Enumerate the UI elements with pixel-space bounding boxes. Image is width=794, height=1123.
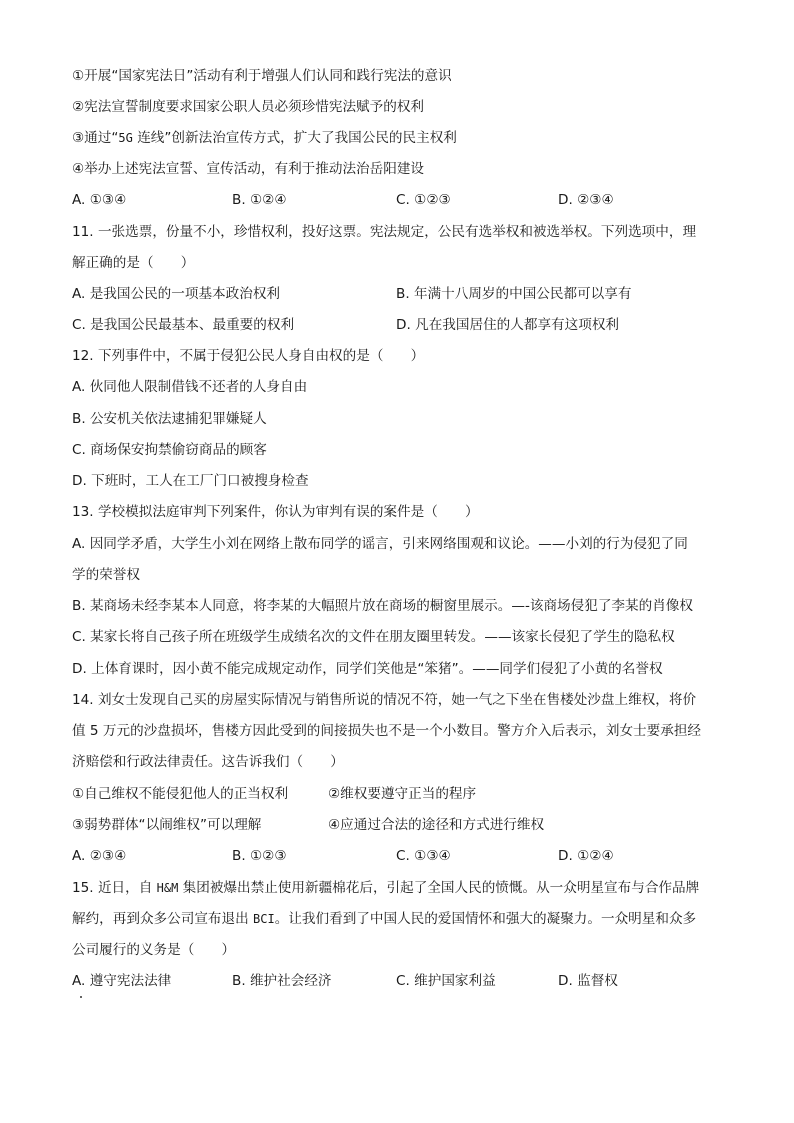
q15-stem-line-3: 公司履行的义务是（ ） [72,942,236,958]
q12-option-d[interactable]: D. 下班时，工人在工厂门口被搜身检查 [72,473,309,489]
q14-statements-row-2 [72,815,722,835]
q14-option-d[interactable]: D. ①②④ [558,848,614,864]
q14-statement-1: ①自己维权不能侵犯他人的正当权利 [72,786,289,802]
q15-l1-part-b: H&M [156,881,179,895]
q11-stem-line-1: 11. 一张选票，份量不小，珍惜权利，投好这票。宪法规定，公民有选举权和被选举权。下列选项中，理 [72,224,697,240]
q11-options-row-2 [72,315,722,335]
q13-option-c[interactable]: C. 某家长将自己孩子所在班级学生成绩名次的文件在朋友圈里转发。——该家长侵犯了学生的隐私权 [72,629,675,645]
q14-option-a[interactable]: A. ②③④ [72,848,127,864]
q10-s3-part-b: 5G [118,131,133,145]
q15-option-b[interactable]: B. 维护社会经济 [232,973,332,989]
q15-option-d[interactable]: D. 监督权 [558,973,618,989]
q10-statement-1: ①开展“国家宪法日”活动有利于增强人们认同和践行宪法的意识 [72,68,452,84]
q13-option-b[interactable]: B. 某商场未经李某本人同意，将李某的大幅照片放在商场的橱窗里展示。—-该商场侵犯了李某的肖像权 [72,598,693,614]
q10-option-a[interactable]: A. ①③④ [72,192,127,208]
q14-stem-line-1: 14. 刘女士发现自己买的房屋实际情况与销售所说的情况不符，她一气之下坐在售楼处沙盘上维权，将价 [72,692,697,708]
q14-stem-line-2: 值 5 万元的沙盘损坏，售楼方因此受到的间接损失也不是一个小数目。警方介入后表示，刘女士要承担经 [72,723,702,739]
q11-stem-line-2: 解正确的是（ ） [72,255,195,271]
q14-option-b[interactable]: B. ①②③ [232,848,287,864]
q15-l2-part-c: 。让我们看到了中国人民的爱国情怀和强大的凝聚力。一众明星和众多 [274,911,697,927]
q10-statement-4: ④举办上述宪法宣誓、宣传活动，有利于推动法治岳阳建设 [72,161,425,177]
q10-s3-part-a: ③通过“ [72,130,119,146]
q10-option-b[interactable]: B. ①②④ [232,192,287,208]
q13-stem: 13. 学校模拟法庭审判下列案件，你认为审判有误的案件是（ ） [72,504,479,520]
q12-option-c[interactable]: C. 商场保安拘禁偷窃商品的顾客 [72,442,267,458]
q10-s3-part-c: 连线”创新法治宣传方式，扩大了我国公民的民主权利 [132,130,457,146]
q10-options [72,190,722,210]
q14-options [72,846,722,866]
q14-statement-2: ②维权要遵守正当的程序 [328,786,477,802]
q14-option-c[interactable]: C. ①③④ [396,848,451,864]
q10-statement-2: ②宪法宣誓制度要求国家公职人员必须珍惜宪法赋予的权利 [72,99,425,115]
q12-option-b[interactable]: B. 公安机关依法逮捕犯罪嫌疑人 [72,411,267,427]
q15-stem-line-2 [72,909,722,929]
q10-statement-3 [72,128,722,148]
q14-statement-4: ④应通过合法的途径和方式进行维权 [328,817,545,833]
q11-option-d[interactable]: D. 凡在我国居住的人都享有这项权利 [396,317,620,333]
q12-option-a[interactable]: A. 伙同他人限制借钱不还者的人身自由 [72,379,308,395]
q11-option-a[interactable]: A. 是我国公民的一项基本政治权利 [72,286,281,302]
q15-option-a[interactable]: A. 遵守宪法法律 [72,973,172,989]
q13-option-a-line-1[interactable]: A. 因同学矛盾，大学生小刘在网络上散布同学的谣言，引来网络围观和议论。——小刘的行为侵犯了同 [72,536,688,552]
q15-l1-part-c: 集团被爆出禁止使用新疆棉花后，引起了全国人民的愤慨。从一众明星宣布与合作品牌 [178,880,700,896]
q14-stem-line-3: 济赔偿和行政法律责任。这告诉我们（ ） [72,754,344,770]
q13-option-d[interactable]: D. 上体育课时，因小黄不能完成规定动作，同学们笑他是“笨猪”。——同学们侵犯了小黄的名誉权 [72,661,663,677]
q13-option-a-line-2[interactable]: 学的荣誉权 [72,567,140,583]
q15-stem-line-1 [72,878,722,898]
q14-statements-row-1 [72,784,722,804]
q10-option-d[interactable]: D. ②③④ [558,192,614,208]
q11-options-row-1 [72,284,722,304]
q15-options [72,971,722,991]
q15-l2-part-b: BCI [253,912,275,926]
q14-statement-3: ③弱势群体“以闹维权”可以理解 [72,817,262,833]
q12-stem: 12. 下列事件中，不属于侵犯公民人身自由权的是（ ） [72,348,425,364]
q10-option-c[interactable]: C. ①②③ [396,192,451,208]
stray-dot-mark [80,996,82,998]
q15-l1-part-a: 15. 近日，自 [72,880,157,896]
q15-l2-part-a: 解约，再到众多公司宣布退出 [72,911,254,927]
q11-option-c[interactable]: C. 是我国公民最基本、最重要的权利 [72,317,295,333]
q11-option-b[interactable]: B. 年满十八周岁的中国公民都可以享有 [396,286,632,302]
q15-option-c[interactable]: C. 维护国家利益 [396,973,496,989]
